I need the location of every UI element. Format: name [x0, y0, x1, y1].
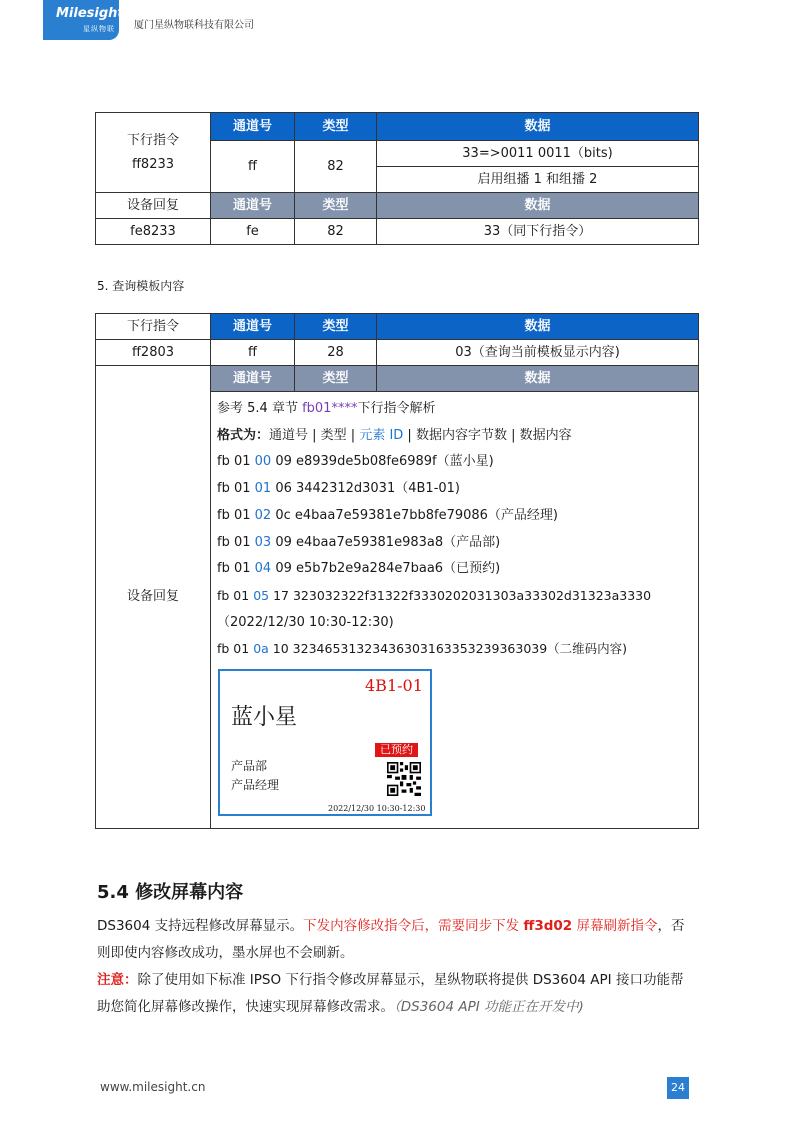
note-part-b: 助您简化屏幕修改操作，快速实现屏幕修改需求。	[97, 999, 394, 1015]
screen-department: 产品部	[231, 759, 268, 774]
col-data-header: 数据	[377, 314, 699, 340]
reference-line	[217, 396, 692, 423]
hex-content: 0c e4baa7e59381e7bb8fe79086（产品经理)	[271, 507, 558, 523]
screen-room: 4B1-01	[365, 676, 423, 696]
hex-line	[217, 583, 692, 610]
format-label: 格式为：	[217, 427, 270, 443]
milesight-logo	[43, 0, 124, 40]
reply-label: 设备回复	[96, 193, 211, 219]
p1-refresh-command: ff3d02	[523, 918, 573, 934]
section-title-query-template: 5. 查询模板内容	[97, 279, 185, 293]
reply-col-type-header: 类型	[295, 366, 377, 392]
eink-screen-preview	[218, 669, 432, 816]
down-data-line1: 33=>0011 0011（bits)	[377, 141, 699, 167]
hex-prefix: fb 01	[217, 481, 255, 497]
hex-prefix: fb 01	[217, 561, 255, 577]
reply-code: fe8233	[96, 219, 211, 245]
note-label: 注意：	[97, 972, 138, 988]
hex-element-id: 03	[254, 534, 272, 550]
ref-suffix: 下行指令解析	[357, 401, 436, 416]
paragraph-refresh	[97, 913, 697, 1021]
reply-channel: fe	[211, 219, 295, 245]
downlink-code: ff8233	[131, 156, 175, 172]
down-channel: ff	[211, 141, 295, 193]
reply-col-channel-header: 通道号	[211, 193, 295, 219]
company-name: 厦门星纵物联科技有限公司	[134, 20, 254, 31]
hex-element-id: 00	[254, 454, 272, 470]
screen-reserved-badge: 已预约	[375, 743, 418, 757]
reply-col-type-header: 类型	[295, 193, 377, 219]
hex-line	[217, 503, 692, 530]
downlink-label: 下行指令	[126, 132, 179, 148]
screen-manager: 产品经理	[231, 778, 280, 793]
down-channel: ff	[211, 340, 295, 366]
col-channel-header: 通道号	[211, 314, 295, 340]
downlink-code: ff2803	[96, 340, 211, 366]
table-multicast-command	[95, 112, 699, 245]
col-data-header: 数据	[377, 113, 699, 141]
hex-content: 09 e8939de5b08fe6989f（蓝小星)	[271, 454, 494, 470]
format-line	[217, 423, 692, 450]
down-type: 28	[295, 340, 377, 366]
section-title-modify-screen: 5.4 修改屏幕内容	[97, 882, 244, 903]
format-element-id: 元素 ID	[359, 427, 404, 443]
hex-content: 09 e4baa7e59381e983a8（产品部)	[271, 534, 501, 550]
hex-content: 17 323032322f31322f3330202031303a33302d31323a3330	[269, 587, 652, 603]
reply-data: 33（同下行指令）	[377, 219, 699, 245]
col-type-header: 类型	[295, 314, 377, 340]
hex-line-qr	[217, 636, 692, 663]
reply-type: 82	[295, 219, 377, 245]
hex-element-id: 05	[253, 587, 270, 603]
p1-line2: 则即使内容修改成功，墨水屏也不会刷新。	[97, 945, 354, 961]
hex-element-id: 04	[254, 561, 272, 577]
hex-element-id: 01	[254, 481, 272, 497]
hex-content: 10 32346531323436303163353239363039（二维码内容)	[268, 641, 628, 657]
ref-command: fb01****	[302, 401, 358, 416]
logo-text: Milesight	[56, 6, 124, 21]
footer-url[interactable]: www.milesight.cn	[100, 1080, 206, 1094]
hex-content: 09 e5b7b2e9a284e7baa6（已预约)	[271, 561, 501, 577]
hex-line	[217, 449, 692, 476]
down-data: 03（查询当前模板显示内容)	[377, 340, 699, 366]
screen-name: 蓝小星	[231, 705, 298, 731]
hex-content: 06 3442312d3031（4B1-01)	[271, 481, 460, 497]
downlink-label-cell	[96, 113, 211, 193]
hex-line-continuation: （2022/12/30 10:30-12:30)	[217, 614, 394, 630]
p1-part-b: 下发内容修改指令后，需要同步下发	[303, 918, 524, 934]
hex-prefix: fb 01	[217, 454, 255, 470]
reply-col-data-header: 数据	[377, 193, 699, 219]
qr-code-icon	[387, 762, 421, 796]
down-type: 82	[295, 141, 377, 193]
p1-part-d: 屏幕刷新指令	[572, 918, 658, 934]
reply-detail-cell	[211, 392, 699, 829]
p1-part-a: DS3604 支持远程修改屏幕显示。	[97, 918, 304, 934]
hex-prefix: fb 01	[217, 507, 255, 523]
screen-time: 2022/12/30 10:30-12:30	[328, 804, 426, 814]
hex-element-id: 02	[254, 507, 272, 523]
hex-element-id: 0a	[253, 641, 269, 657]
p1-part-e: ，否	[657, 918, 685, 934]
hex-prefix: fb 01	[217, 534, 255, 550]
hex-line	[217, 476, 692, 503]
hex-prefix: fb 01	[217, 641, 254, 657]
note-part-c: （DS3604 API 功能正在开发中)	[394, 999, 584, 1015]
ref-prefix: 参考 5.4 章节	[217, 401, 303, 416]
reply-col-channel-header: 通道号	[211, 366, 295, 392]
reply-label: 设备回复	[96, 366, 211, 829]
hex-line	[217, 556, 692, 583]
col-type-header: 类型	[295, 113, 377, 141]
down-data-line2: 启用组播 1 和组播 2	[377, 167, 699, 193]
note-part-a: 除了使用如下标准 IPSO 下行指令修改屏幕显示，星纵物联将提供 DS3604 API 接口功能帮	[137, 972, 684, 988]
logo-subtext: 星纵物联	[83, 25, 115, 33]
table-query-template	[95, 313, 699, 829]
hex-line	[217, 530, 692, 557]
reply-col-data-header: 数据	[377, 366, 699, 392]
format-part-a: 通道号 | 类型 |	[269, 427, 360, 443]
page-number: 24	[667, 1077, 689, 1099]
format-part-c: | 数据内容字节数 | 数据内容	[403, 427, 572, 443]
hex-prefix: fb 01	[217, 587, 254, 603]
downlink-label: 下行指令	[96, 314, 211, 340]
col-channel-header: 通道号	[211, 113, 295, 141]
